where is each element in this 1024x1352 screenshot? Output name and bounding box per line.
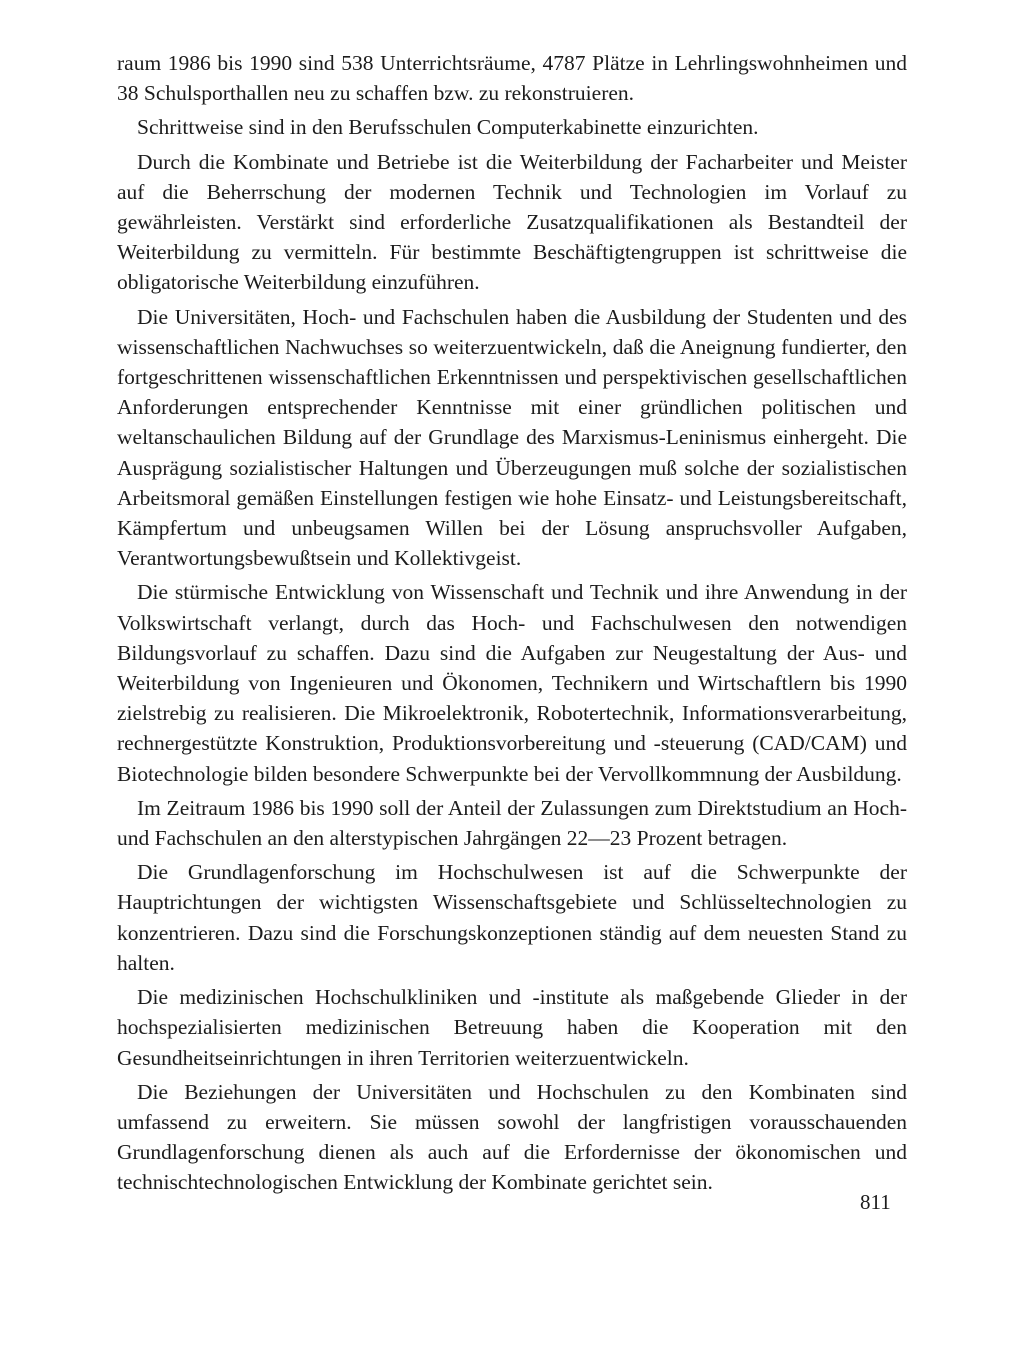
paragraph: Die Grundlagenforschung im Hochschulwesen ist auf die Schwerpunkte der Hauptrichtungen der wichtigsten Wissenschaftsgebiete und Schlüsseltechnologien zu konzentrieren. Dazu sind die Forschungskonzeptionen ständig auf dem neuesten Stand zu halten. <box>117 860 907 975</box>
body-text <box>117 48 907 1202</box>
paragraph: Die medizinischen Hochschulkliniken und -institute als maßgebende Glieder in der hochspezialisierten medizinischen Betreuung haben die Kooperation mit den Gesundheitseinrichtungen in ihren Territorien weiterzuentwickeln. <box>117 985 907 1070</box>
paragraph: Die Beziehungen der Universitäten und Hochschulen zu den Kombinaten sind umfassend zu erweitern. Sie müssen sowohl der langfristigen vorausschauenden Grundlagenforschung dienen als auch auf die Erfordernisse der ökonomischen und technischtechnologischen Entwicklung der Kombinate gerichtet sein. <box>117 1079 907 1195</box>
paragraph: Schrittweise sind in den Berufsschulen Computerkabinette einzurichten. <box>137 115 759 140</box>
paragraph: Im Zeitraum 1986 bis 1990 soll der Anteil der Zulassungen zum Direktstudium an Hoch- und Fachschulen an den alterstypischen Jahrgängen 22—23 Prozent betragen. <box>117 795 907 851</box>
paragraph: Die stürmische Entwicklung von Wissenschaft und Technik und ihre Anwendung in der Volkswirtschaft verlangt, durch das Hoch- und Fachschulwesen den notwendigen Bildungsvorlauf zu schaffen. Dazu sind die Aufgaben zur Neugestaltung der Aus- und Weiterbildung von Ingenieuren und Ökonomen, Technikern und Wirtschaftlern bis 1990 zielstrebig zu realisieren. Die Mikroelektronik, Robotertechnik, Informationsverarbeitung, rechnergestützte Konstruktion, Produktionsvorbereitung und -steuerung (CAD/CAM) und Biotechnologie bilden besondere Schwerpunkte bei der Vervollkommnung der Ausbildung. <box>117 580 907 786</box>
paragraph-continuation: raum 1986 bis 1990 sind 538 Unterrichtsräume, 4787 Plätze in Lehrlingswohnheimen und 38 Schulsporthallen neu zu schaffen bzw. zu rekonstruieren. <box>117 51 907 106</box>
paragraph: Die Universitäten, Hoch- und Fachschulen haben die Ausbildung der Studenten und des wissenschaftlichen Nachwuchses so weiterzuentwickeln, daß die Aneignung fundierter, den fortgeschrittenen wissenschaftlichen Erkenntnissen und perspektivischen gesellschaftlichen Anforderungen entsprechender Kenntnisse mit einer gründlichen politischen und weltanschaulichen Bildung auf der Grundlage des Marxismus-Leninismus einhergeht. Die Ausprägung sozialistischer Haltungen und Überzeugungen muß solche der sozialistischen Arbeitsmoral gemäßen Einstellungen festigen wie hohe Einsatz- und Leistungsbereitschaft, Kämpfertum und unbeugsamen Willen bei der Lösung anspruchsvoller Aufgaben, Verantwortungsbewußtsein und Kollektivgeist. <box>117 304 907 571</box>
page-number: 811 <box>860 1190 891 1214</box>
paragraph: Durch die Kombinate und Betriebe ist die Weiterbildung der Facharbeiter und Meister auf die Beherrschung der modernen Technik und Technologien im Vorlauf zu gewährleisten. Verstärkt sind erforderliche Zusatzqualifikationen als Bestandteil der Weiterbildung zu vermitteln. Für bestimmte Beschäftigtengruppen ist schrittweise die obligatorische Weiterbildung einzuführen. <box>117 149 907 295</box>
